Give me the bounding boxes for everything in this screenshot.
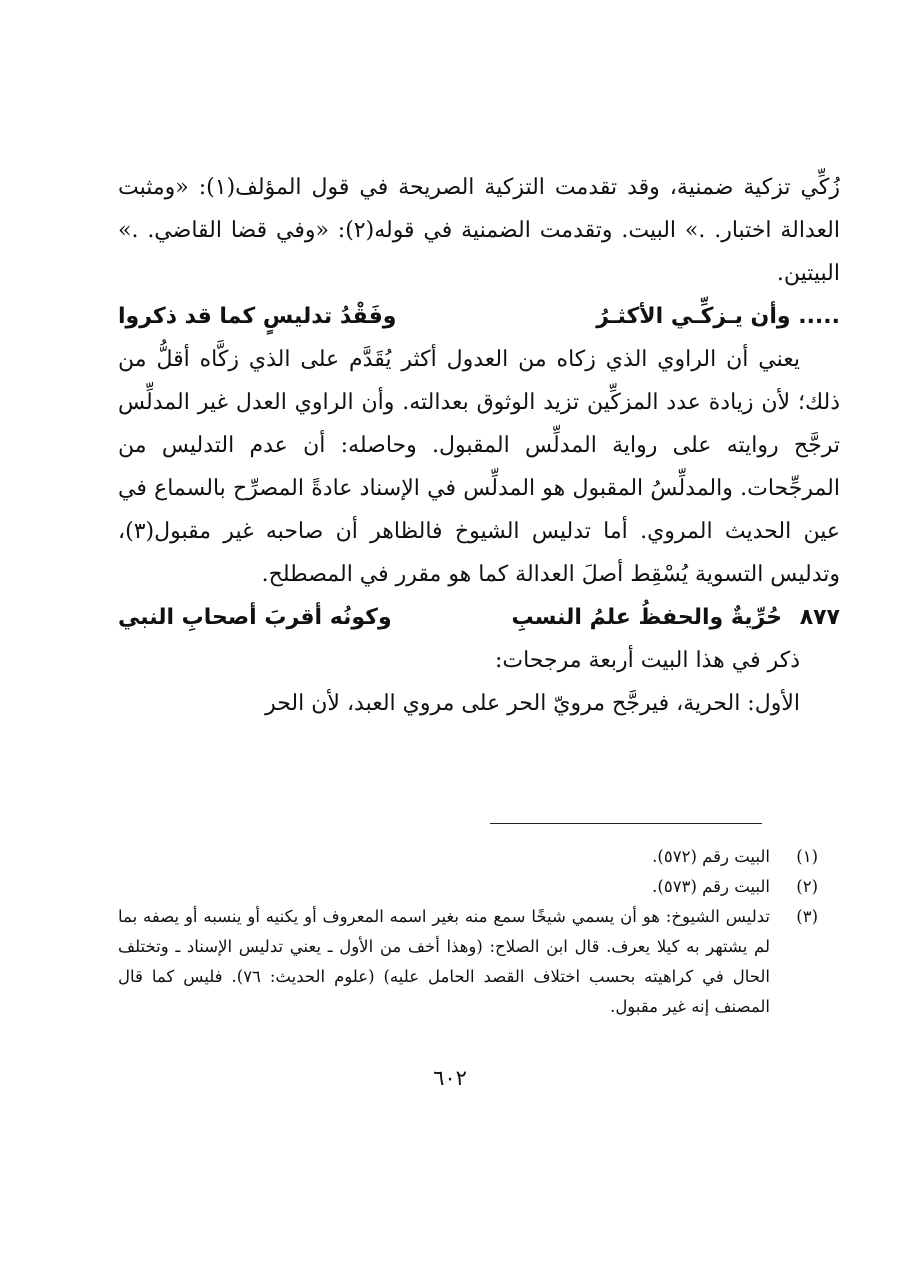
- page-number: ٦٠٢: [433, 1066, 467, 1090]
- verse-2-number: ٨٧٧: [799, 605, 840, 630]
- verse-2-second-hemistich: وكونُه أقربَ أصحابِ النبي: [118, 605, 392, 630]
- verse-1: [118, 295, 840, 338]
- verse-2: [118, 596, 840, 639]
- main-text: [118, 166, 840, 725]
- paragraph-4: الأول: الحرية، فيرجَّح مرويّ الحر على مروي العبد، لأن الحر: [265, 691, 800, 716]
- footnote-3: [118, 902, 818, 1022]
- verse-1-first-hemistich: ..... وأن يـزكِّـي الأكثـرُ: [596, 304, 840, 329]
- footnote-marker: (٣): [796, 907, 818, 926]
- footnote-1: [118, 842, 818, 872]
- footnote-marker: (٢): [796, 877, 818, 896]
- verse-1-second-hemistich: وفَقْدُ تدليسٍ كما قد ذكروا: [118, 304, 397, 329]
- paragraph-3: ذكر في هذا البيت أربعة مرجحات:: [494, 648, 800, 673]
- footnote-marker: (١): [796, 847, 818, 866]
- verse-2-first-hemistich: حُرِّيةٌ والحفظُ علمُ النسبِ: [511, 605, 783, 630]
- verse-2-first-part: [511, 596, 840, 639]
- paragraph-1: زُكِّي تزكية ضمنية، وقد تقدمت التزكية الصريحة في قول المؤلف(١): «ومثبت العدالة اختبار. .» البيت. وتقدمت الضمنية في قوله(٢): «وفي قضا القاضي. .» البيتين.: [118, 175, 840, 286]
- footnote-text: البيت رقم (٥٧٢).: [652, 847, 770, 866]
- footnote-text: البيت رقم (٥٧٣).: [652, 877, 770, 896]
- footnote-2: [118, 872, 818, 902]
- paragraph-2: يعني أن الراوي الذي زكاه من العدول أكثر يُقَدَّم على الذي زكَّاه أقلُّ من ذلك؛ لأن زيادة عدد المزكِّين تزيد الوثوق بعدالته. وأن الراوي العدل غير المدلِّس ترجَّح روايته على رواية المدلِّس المقبول. وحاصله: أن عدم التدليس من المرجِّحات. والمدلِّسُ المقبول هو المدلِّس في الإسناد عادةً المصرِّح بالسماع في عين الحديث المروي. أما تدليس الشيوخ فالظاهر أن صاحبه غير مقبول(٣)، وتدليس التسوية يُسْقِط أصلَ العدالة كما هو مقرر في المصطلح.: [118, 347, 840, 587]
- footnote-text: تدليس الشيوخ: هو أن يسمي شيخًا سمع منه بغير اسمه المعروف أو يكنيه أو ينسبه أو يصفه بما لم يشتهر به كيلا يعرف. قال ابن الصلاح: (وهذا أخف من الأول ـ يعني تدليس الإسناد ـ وتختلف الحال في كراهيته بحسب اختلاف القصد الحامل عليه) (علوم الحديث: ٧٦). فليس كما قال المصنف إنه غير مقبول.: [118, 907, 770, 1016]
- footnotes: [118, 842, 818, 1022]
- footnote-separator: [490, 823, 762, 824]
